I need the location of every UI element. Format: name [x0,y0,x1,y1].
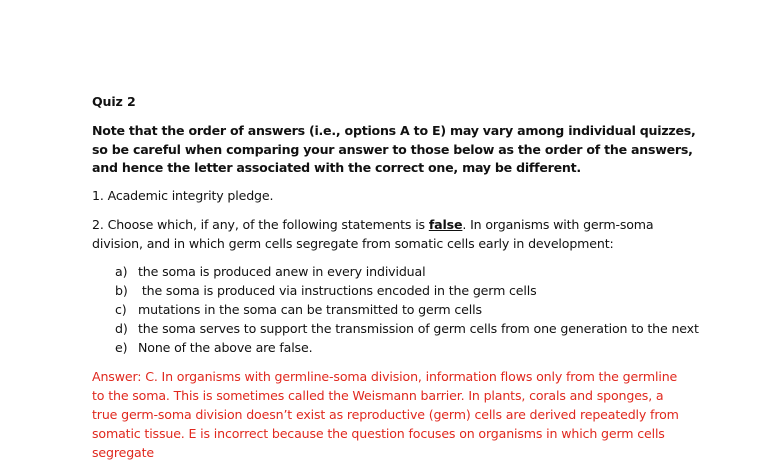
option-letter: c) [115,301,127,317]
option-letter: b) [115,282,128,298]
answer-options-list [115,263,715,357]
quiz-title: Quiz 2 [92,94,136,109]
option-letter: a) [115,264,128,279]
option-text: the soma serves to support the transmission of germ cells from one generation to the next [138,320,699,336]
option-b [115,282,715,301]
question-suffix: . In organisms with germ-soma division, and in which germ cells segregate from somatic cells early in development: [92,217,654,251]
option-e [115,339,715,358]
instruction-note: Note that the order of answers (i.e., options A to E) may vary among individual quizzes, so be careful when comparing your answer to those below as the order of the answers, and hence the letter associated with the correct one, may be different. [92,123,696,176]
question-2-prompt [92,216,692,254]
option-text: the soma is produced anew in every individual [138,264,426,279]
option-a [115,263,715,282]
option-text: None of the above are false. [138,339,313,355]
question-prefix: 2. Choose which, if any, of the following statements is [92,217,429,232]
answer-explanation: Answer: C. In organisms with germline-soma division, information flows only from the germline to the soma. This is sometimes called the Weismann barrier. In plants, corals and sponges, a true germ-soma division doesn’t exist as reproductive (germ) cells are derived repeatedly from somatic tissue. E is incorrect because the question focuses on organisms in which germ cells segregate [92,369,679,460]
option-text: the soma is produced via instructions encoded in the germ cells [138,282,537,298]
option-d [115,320,715,339]
option-c [115,301,715,320]
question-emphasis-false: false [428,217,463,232]
option-text: mutations in the soma can be transmitted to germ cells [138,301,482,317]
option-letter: d) [115,320,128,336]
question-1-pledge: 1. Academic integrity pledge. [92,188,274,203]
option-letter: e) [115,339,128,355]
